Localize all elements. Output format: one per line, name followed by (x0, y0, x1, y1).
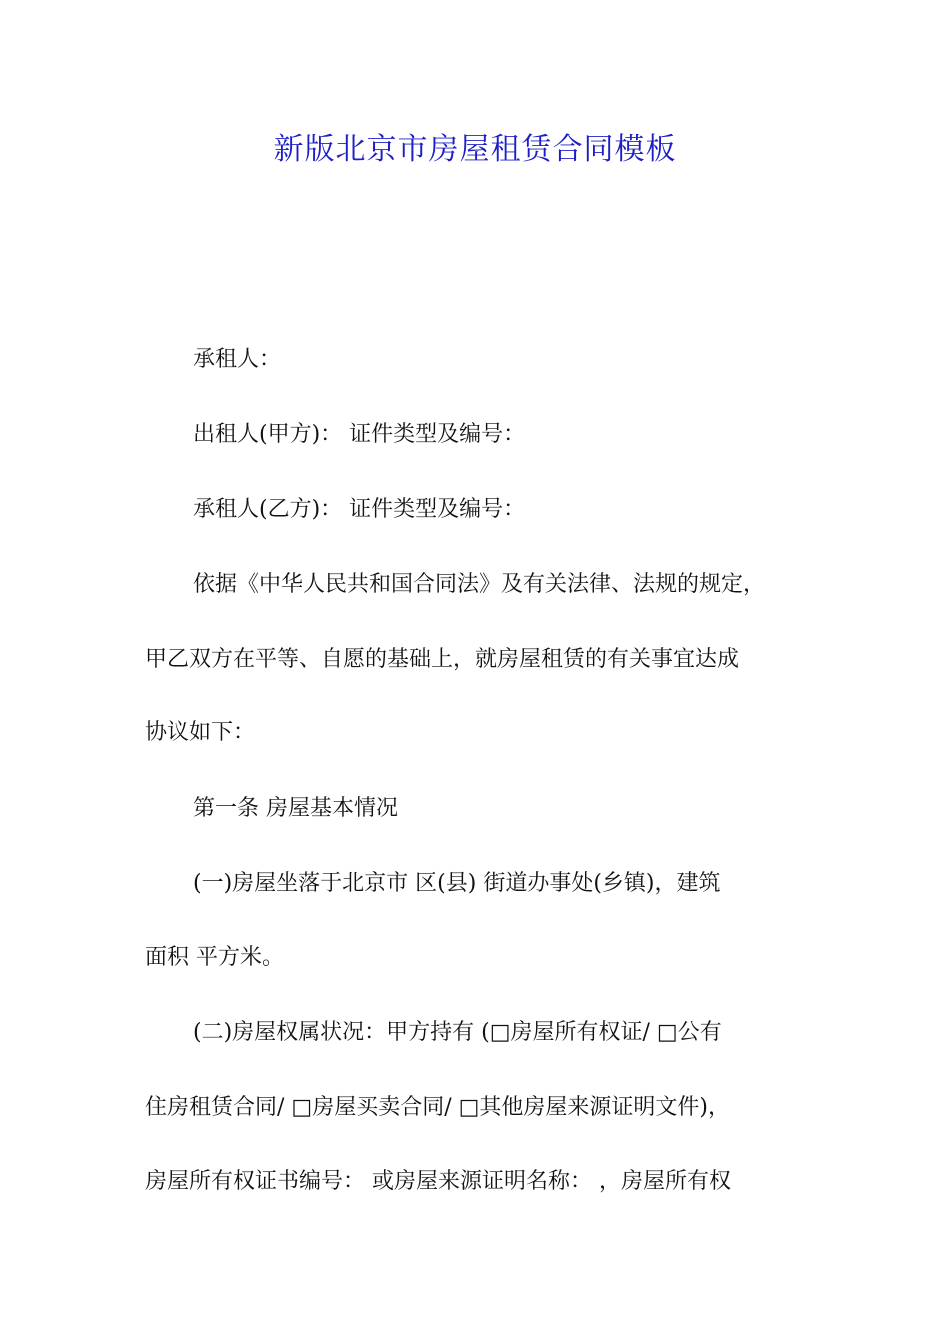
clause-1-line-2: 面积 平方米。 (145, 945, 284, 970)
clause-2-line-3: 房屋所有权证书编号： 或房屋来源证明名称： ，房屋所有权 (145, 1169, 731, 1194)
document-title: 新版北京市房屋租赁合同模板 (273, 132, 677, 167)
preamble-line-2: 甲乙双方在平等、自愿的基础上，就房屋租赁的有关事宜达成 (145, 647, 740, 672)
preamble-line-3: 协议如下： (145, 720, 256, 745)
party-a-line: 出租人(甲方)： 证件类型及编号： (193, 422, 526, 447)
article-1-heading: 第一条 房屋基本情况 (193, 796, 398, 821)
clause-1-line-1: (一)房屋坐落于北京市 区(县) 街道办事处(乡镇)，建筑 (193, 871, 721, 896)
lessee-line: 承租人： (193, 347, 282, 372)
clause-2-line-1: (二)房屋权属状况：甲方持有 (□房屋所有权证/ □公有 (193, 1020, 722, 1045)
preamble-line-1: 依据《中华人民共和国合同法》及有关法律、法规的规定， (193, 572, 766, 597)
party-b-line: 承租人(乙方)： 证件类型及编号： (193, 497, 526, 522)
clause-2-line-2: 住房租赁合同/ □房屋买卖合同/ □其他房屋来源证明文件)， (145, 1095, 730, 1120)
